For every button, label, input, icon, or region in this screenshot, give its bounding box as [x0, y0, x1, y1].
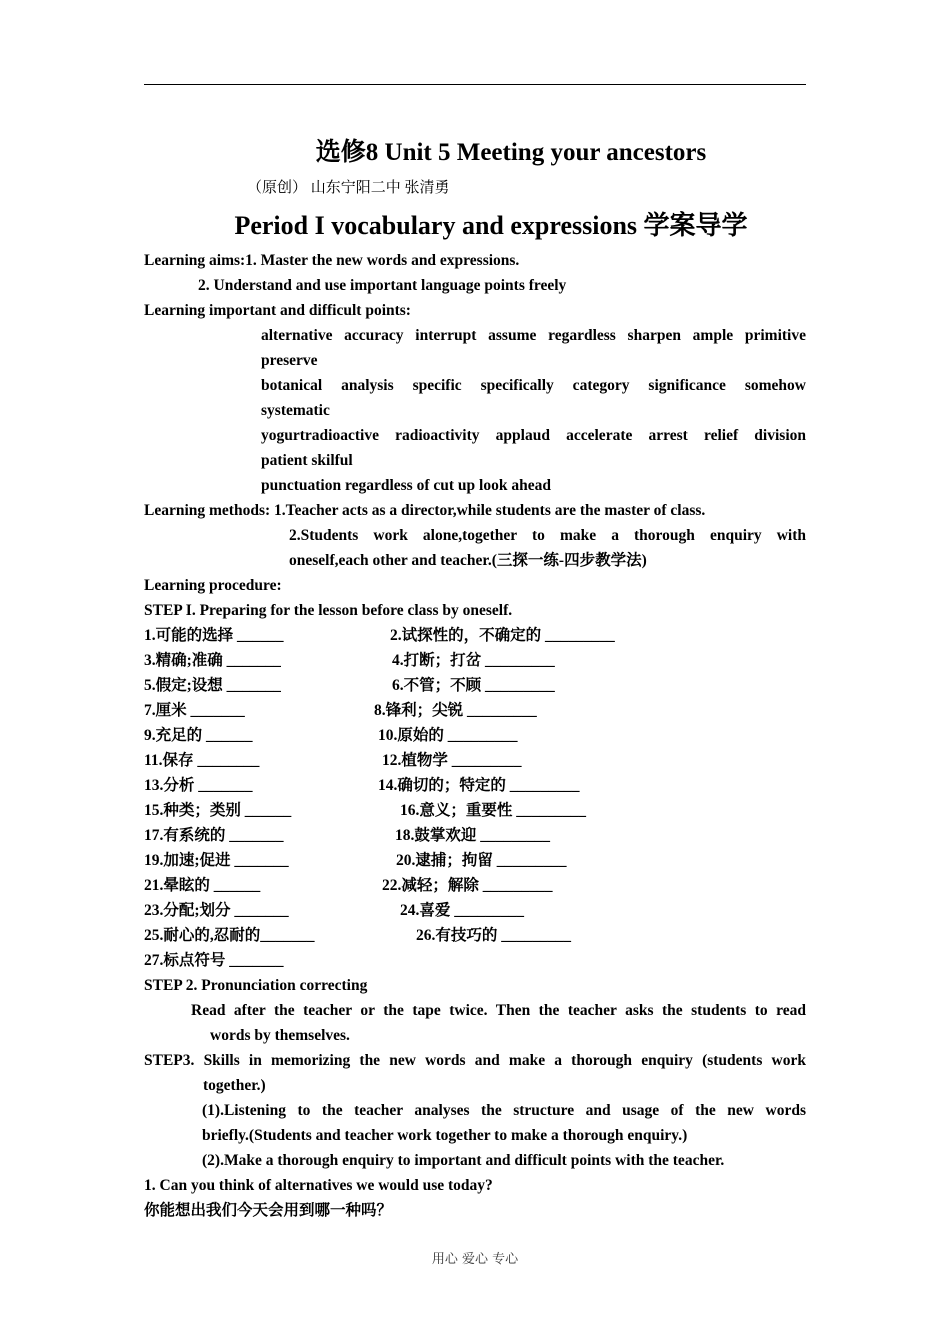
- vocab-row: [144, 898, 806, 923]
- aims-line-2: 2. Understand and use important language points freely: [198, 277, 567, 294]
- vocab-item: 11.保存 ________: [144, 752, 260, 769]
- step3-line-2: together.): [203, 1077, 266, 1094]
- vocab-item: 26.有技巧的 _________: [416, 927, 572, 944]
- points-words-line: patient skilful: [261, 452, 353, 469]
- vocab-item: 23.分配;划分 _______: [144, 902, 289, 919]
- period-subtitle: Period I vocabulary and expressions 学案导学: [234, 211, 748, 240]
- points-words-line: punctuation regardless of cut up look ahead: [261, 477, 551, 494]
- question-english: 1. Can you think of alternatives we would use today?: [144, 1177, 493, 1194]
- step3-line-1: STEP3. Skills in memorizing the new words and make a thorough enquiry (students work: [144, 1052, 806, 1069]
- vocab-item: 1.可能的选择 ______: [144, 627, 284, 644]
- vocab-row: [144, 698, 806, 723]
- vocab-row: [144, 723, 806, 748]
- points-words-line: yogurtradioactive radioactivity applaud accelerate arrest relief division: [261, 427, 806, 444]
- vocab-item: 13.分析 _______: [144, 777, 253, 794]
- vocab-item: 24.喜爱 _________: [400, 902, 525, 919]
- methods-line-3: oneself,each other and teacher.(三探一练-四步教学法): [289, 552, 647, 569]
- vocab-item: 4.打断；打岔 _________: [392, 652, 555, 669]
- document-title: 选修8 Unit 5 Meeting your ancestors: [315, 139, 707, 166]
- step2-line-2: words by themselves.: [210, 1027, 350, 1044]
- vocab-row: [144, 848, 806, 873]
- vocab-item: 27.标点符号 _______: [144, 952, 284, 969]
- vocab-item: 3.精确;准确 _______: [144, 652, 281, 669]
- vocab-item: 17.有系统的 _______: [144, 827, 284, 844]
- header-rule: [144, 84, 806, 85]
- vocab-item: 12.植物学 _________: [382, 752, 522, 769]
- step2-line-1: Read after the teacher or the tape twice. Then the teacher asks the students to read: [191, 1002, 806, 1019]
- vocab-item: 19.加速;促进 _______: [144, 852, 289, 869]
- vocab-row: [144, 823, 806, 848]
- vocab-row: [144, 923, 806, 948]
- document-body: [144, 248, 806, 1223]
- vocab-item: 22.减轻；解除 _________: [382, 877, 553, 894]
- vocab-row: [144, 773, 806, 798]
- vocab-item: 10.原始的 _________: [378, 727, 518, 744]
- vocab-row: [144, 648, 806, 673]
- step3-line-3: (1).Listening to the teacher analyses the structure and usage of the new words: [202, 1102, 806, 1119]
- points-words-line: systematic: [261, 402, 330, 419]
- page-footer: 用心 爱心 专心: [431, 1252, 519, 1267]
- vocab-row: [144, 873, 806, 898]
- vocab-row: [144, 798, 806, 823]
- procedure-heading: Learning procedure:: [144, 577, 282, 594]
- vocab-item: 2.试探性的，不确定的 _________: [390, 627, 615, 644]
- vocab-row: [144, 948, 806, 973]
- vocab-item: 21.晕眩的 ______: [144, 877, 261, 894]
- vocab-item: 20.逮捕；拘留 _________: [396, 852, 567, 869]
- methods-line-1: Learning methods: 1.Teacher acts as a director,while students are the master of class.: [144, 502, 706, 519]
- points-words-line: botanical analysis specific specifically category significance somehow: [261, 377, 806, 394]
- question-chinese: 你能想出我们今天会用到哪一种吗？: [144, 1202, 393, 1219]
- points-words-line: preserve: [261, 352, 318, 369]
- vocab-item: 14.确切的；特定的 _________: [378, 777, 580, 794]
- points-words-line: alternative accuracy interrupt assume regardless sharpen ample primitive: [261, 327, 806, 344]
- step3-line-5: (2).Make a thorough enquiry to important and difficult points with the teacher.: [202, 1152, 725, 1169]
- step2-heading: STEP 2. Pronunciation correcting: [144, 977, 368, 994]
- vocab-item: 18.鼓掌欢迎 _________: [395, 827, 551, 844]
- vocab-item: 15.种类；类别 ______: [144, 802, 292, 819]
- points-heading: Learning important and difficult points:: [144, 302, 411, 319]
- vocab-item: 5.假定;设想 _______: [144, 677, 281, 694]
- vocab-item: 8.锋利；尖锐 _________: [374, 702, 537, 719]
- vocab-row: [144, 623, 806, 648]
- author-line: （原创） 山东宁阳二中 张清勇: [247, 180, 450, 196]
- vocab-item: 16.意义；重要性 _________: [400, 802, 587, 819]
- vocab-item: 25.耐心的,忍耐的_______: [144, 927, 315, 944]
- methods-line-2: 2.Students work alone,together to make a thorough enquiry with: [289, 527, 806, 544]
- vocab-row: [144, 673, 806, 698]
- vocab-item: 6.不管；不顾 _________: [392, 677, 555, 694]
- vocab-row: [144, 748, 806, 773]
- step1-heading: STEP I. Preparing for the lesson before class by oneself.: [144, 602, 513, 619]
- vocab-item: 7.厘米 _______: [144, 702, 245, 719]
- vocab-item: 9.充足的 ______: [144, 727, 253, 744]
- aims-line-1: Learning aims:1. Master the new words and expressions.: [144, 252, 520, 269]
- step3-line-4: briefly.(Students and teacher work together to make a thorough enquiry.): [202, 1127, 688, 1144]
